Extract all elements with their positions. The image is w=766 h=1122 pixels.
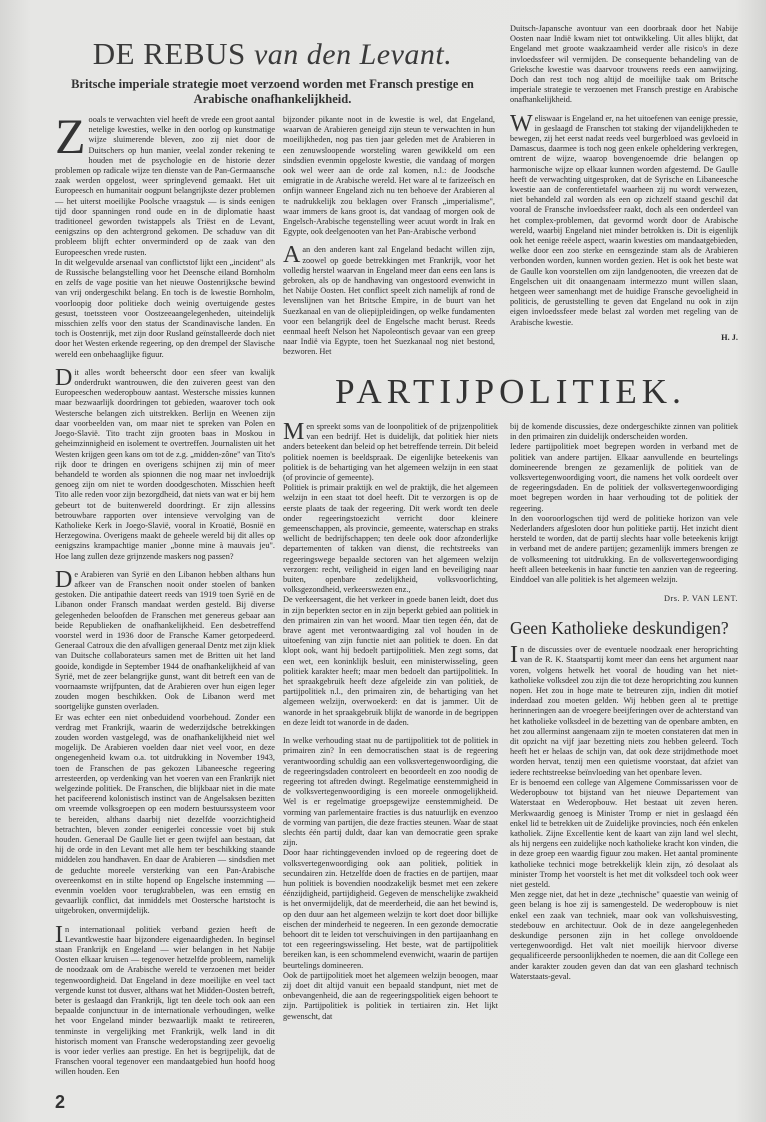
signature-hj: H. J. [721,332,738,342]
paragraph: Men zegge niet, dat het in deze „technische" quaestie van weinig of geen belang is hoe zij is samengesteld. De wederopbouw is niet enkel een zaak van techniek, maar ook van volkshuisvesting, stedebouw en architectuur. Ook de in deze aangelegenheden deskundige personen zijn in het college onvoldoende vertegenwoordigd. Het valt niet moeilijk hiervoor diverse gequalificeerde persoonlijkheden te noemen, die aan dit College een ander karakter zouden geven dan dat van een glashard technisch Waterstaats-geval. [510,890,738,981]
paragraph: Weliswaar is Engeland er, na het uitoefenen van eenige pressie, in geslaagd de Franschen tot staking der vijandelijkheden te bewegen, zij het eerst nadat reeds veel burgerbloed was gevloeid in Damascus, daarmee is toch nog geen enkele opheldering verkregen, omtrent de wijze, waarop bovengenoemde drie belangen op harmonische wijze op elkaar kunnen worden afgestemd. De Gaulle heeft de verwachting uitgesproken, dat de Syrische en Libaneesche kwestie aan de conferentietafel waarheen zij nu wordt verwezen, niet behandeld zal worden als een op zichzelf staand geschil dat vooral de Fransche invloedssfeer raakt, doch als een onderdeel van het complex-problemen, dat gevormd wordt door de Arabische wereld, waarbij Engeland niet minder betrokken is. Dit is eigenlijk ook het eenige reëele aspect, waarin kwesties om mandaatgebieden, welke door een zoo sterke en eensgezinde stam als de Arabieren verbonden worden, kunnen worden gezien. Het is ook het beste wat de Gaulle kon voorstellen om zijn landgenooten, die vreezen dat de Engelschen uit dit onaangenaam intermezzo munt willen slaan, hetgeen weer samenhangt met de huidige Fransche gevoeligheid in politicis, de geruststelling te geven dat Engeland nu ook in zijn eigen invloedssfeer mede belast zal worden met regeling van de Arabische kwestie. [510,110,738,327]
column-middle-bottom [283,419,499,1022]
paragraph: In de discussies over de eventuele noodzaak ener heroprichting van de R. K. Staatspartij komt meer dan eens het argument naar voren, volgens hetwelk het vooral de houding van het niet-katholieke volksdeel zou zijn die tot deze heroprichting zou kunnen nopen. Het zou in hoge mate te betreuren zijn, indien dit motief inderdaad zou moeten gelden. Wij hebben geen al te prettige herinneringen aan de vroegere beeijferingen over de achterstand van het katholieke volksdeel in de bezetting van de openbare ambten, en het zou allerminst aangenaam zijn te moeten constateren dat men in dit opzicht na vijf jaar bezetting niets zou hebben geleerd. Toch heeft het er helaas de schijn van, dat ook deze strijdmethode moet worden hervat, tenzij men een quietisme voorstaat, dat afziet van iedere rechtstreekse beïnvloeding van het openbare leven. [510,642,738,777]
paragraph: In dit welgevulde arsenaal van conflictstof lijkt een „incident" als de Russische belangstelling voor het Deensche eiland Bornholm en zelfs de vage positie van het nieuwe Oostenrijksche bewind van vrij ondergeschikt belang. En toch is de kwestie Bornholm, voorloopig door politieke doch weinig overtuigende gestes gesust, toetssteen voor Oostzeeaangelegenheden, uiteindelijk misschien zelfs voor den status der Scandinavische landen. En toch is Oostenrijk, met zijn door Rusland geïnstalleerde doch niet door het Westen erkende regeering, op den drempel der Slavische wereld een onbehaaglijke figuur. [55,257,275,359]
column-left [55,108,276,1112]
signature-van-lent: Drs. P. VAN LENT. [664,594,738,604]
paragraph: bijzonder pikante noot in de kwestie is wel, dat Engeland, waarvan de Arabieren geneigd zijn steun te verwachten in hun moeilijkheden, nog pas tien jaar geleden met de Arabieren in een zenuwsloopende worsteling waren gewikkeld om een sindsdien evenmin opgeloste kwestie, die vandaag of morgen ook wel weer aan de orde zal komen, n.l.: de Joodsche emigratie in de Arabische wereld. Het ware al te farizeeïsch en onfijn wanneer Engeland zich nu ten behoeve der Arabieren al te nadrukkelijk zou beklagen over Fransch „imperialisme", waar immers de kans groot is, dat vandaag of morgen ook de Engelsch-Arabische tegenstelling weer acuut wordt in Irak en Egypte, ook deelgenooten van het Pan-Arabische verbond [283,115,495,237]
article-subtitle: Britsche imperiale strategie moet verzoend worden met Fransch prestige en Arabische onafhankelijkheid. [71,77,474,106]
paragraph: Politiek is primair praktijk en wel de praktijk, die het algemeen welzijn in een staat tot doel heeft. Dit te verzorgen is op de eerste plaats de taak der regeering. Dit werk wordt ten deele onder regeeringstoezicht verricht door kleinere gemeenschappen, als provincie, gemeente, waterschap en straks wellicht de bedrijfschappen; ten deele ook door afzonderlijke departementen of takken van dienst, die rechtstreeks van regeeringswege bepaalde sectoren van het algemeen welzijn verzorgen: recht, veiligheid in eigen land en beveiliging naar buiten, openbare zedelijkheid, volksvoorlichting, volksgezondheid, verkeerswezen enz., [283,483,498,595]
paragraph: Duitsch-Japansche avontuur van een doorbraak door het Nabije Oosten naar Indië kwam niet tot ontwikkeling. Uit alles blijkt, dat Engeland met groote waakzaamheid verder alle risico's in deze invloedssfeer wil vermijden. De consequente behandeling van de Grieksche kwestie was daarvoor trouwens reeds een aanwijzing. Doch dan rest toch nog altijd de moeilijke taak om Britsche imperiale strategie te verzoenen met Fransch prestige en Arabische onafhankelijkheid. [510,24,738,105]
article-title-partijpolitiek: PARTIJPOLITIEK. [335,372,686,411]
paragraph: Er is benoemd een college van Algemene Commissarissen voor de Wederopbouw tot bijstand van het nieuwe Departement van Waterstaat en Wederopbouw. Het bestaat uit zeven heren. Merkwaardig genoeg is Minister Tromp er niet in geslaagd één enkel lid te betrekken uit de Zuidelijke provincies, noch één enkelen katholiek. Zijne Excellentie kent de kaart van zijn land wel slecht, als hij nergens een zuidelijke noch katholieke kracht kon vinden, die in deze groep een waardig figuur zou maken. Het aantal prominente katholieke technici moge betrekkelijk klein zijn, zó desolaat als minister Tromp het voorstelt is het met dit volksdeel toch ook weer niet gesteld. [510,777,738,889]
article-title-katholieke: Geen Katholieke deskundigen? [510,618,729,639]
page-number: 2 [55,1091,66,1112]
paragraph: Door haar richtinggevenden invloed op de regeering doet de volksvertegenwoordiging ook aan politiek, politiek in secundairen zin. Hetzelfde doen de fracties en de partijen, maar hun politiek is bovendien noodzakelijk besmet met een zekere éénzijdigheid, partijdigheid. Gegeven de menschelijke zwakheid is het onvermijdelijk, dat de meerderheid, die aan het bewind is, op den duur aan het algemeen welzijn te kort doet door billijke eischen der minderheid te negeeren. In een gezonde democratie behoort dit te leiden tot verschuivingen in den partijaanhang en tot een regeeringswisseling. Het beste, wat de partijpolitiek bereiken kan, is een schommelend evenwicht, waarin de partijen beurtelings domineeren. [283,848,498,970]
paragraph: De verkeersagent, die het verkeer in goede banen leidt, doet dus in zijn beperkten sector en in zijn beperkt gebied aan politiek in den primairen zin van het woord. Maar tien tegen één, dat de brave agent met verontwaardiging zal vol houden in de uitoefening van zijn functie niet aan politiek te doen. En dat klopt ook, want hij bedoelt partijpolitiek. Men zegt soms, dat een wet, een koninklijk besluit, een ministerwisseling, geen politiek karakter heeft; maar men bedoelt dan partijpolitiek. In het spraakgebruik heeft deze afgeleide zin van politiek, de partijpolitiek n.l., den primairen zin, de behartiging van het algemeen welzijn, overwoekerd: en dat is jammer. Uit de wanorde in het spraakgebruik blijkt de wanorde in de begrippen en deze leidt tot wanorde in de daden. [283,595,498,727]
title-main: DE REBUS [92,36,246,71]
column-right-bottom [510,422,738,982]
paragraph: Zooals te verwachten viel heeft de vrede een groot aantal netelige kwesties, welke in den oorlog op kunstmatige wijze sluimerende bleven, zoo zij niet door de Duitschers op hun manier, veelal zonder rekening te houden met de psychologie en de historie dezer problemen op radicale wijze ten dienste van de Pan-Germaansche zaak werden opgelost, weer springlevend gemaakt. Het uit Europeesch en humanitair oogpunt belangrijkste dezer problemen — het uiterst moeilijke Poolsche vraagstuk — is sinds eenigen tijd door spanningen rond oude en in de diplomatie haast traditioneel geworden twistappels als Triëst en de Levant, eenigszins op den achtergrond gekomen. De schaduw van dit probleem blijft echter onverminderd op de zaak van den Europeeschen vrede rusten. [55,108,275,257]
partijpolitiek-region [283,360,738,1022]
title-script: van den Levant. [253,38,453,71]
paragraph: Men spreekt soms van de loonpolitiek of de prijzenpolitiek van een bedrijf. Het is duidelijk, dat politiek hier niets anders beteekent dan beleid op het betreffende terrein. Dit beleid politiek noemen is beeldspraak. De eigenlijke beteekenis van politiek is de behartiging van het algemeen welzijn in een staat (of provincie of gemeente). [283,419,499,483]
paragraph: Iedere partijpolitiek moet begrepen worden in verband met de politiek van andere partijen. Elkaar aanvullende en beurtelings domineerende brengen ze gezamenlijk de politiek van de volksvertegenwoordiging voort, die namens het volk oordeelt over de regeeringsdaden. En de politiek der volksvertegenwoordiging moet begrepen worden in haar verhouding tot de politiek der regeering. [510,442,738,513]
paragraph: In internationaal politiek verband gezien heeft de Levantkwestie haar bijzondere eigenaardigheden. In beginsel staan Frankrijk en Engeland — wier belangen in het Nabije Oosten elkaar kruisen — tegenover hetzelfde probleem, namelijk de noodzaak om de Arabische wereld te verzoenen met beider tegenwoordigheid. Dat Engeland in deze moeilijke en veel tact vergende kunst tot dusver, althans wat het Midden-Oosten betreft, beter is geslaagd dan Frankrijk, ligt ten deele toch ook aan een bepaalde conjunctuur in de internationale verhoudingen, welke het voor Engeland minder bezwaarlijk maakt te retireeren, tenminste in vergelijking met Frankrijk, welk land in dit historisch moment van Fransche wederopstanding zeer gevoelig is voor ieder verlies aan prestige. En het is begrijpelijk, dat de Franschen vooral tegenover een mandaatgebied hun hoofd hoog willen houden. Een [55,921,275,1077]
paragraph: De Arabieren van Syrië en den Libanon hebben althans hun afkeer van de Franschen nooit onder stoelen of banken gestoken. Die antipathie dateert reeds van 1919 toen Syrië en de Libanon onder Fransch mandaat werden gesteld. Bij diverse gelegenheden beloofden de Franschen met genereus gebaar aan beide Republieken de onafhankelijkheid. Een desbetreffend voorstel werd in 1936 door de Fransche Kamer getorpedeerd. Generaal Catroux die den afvalligen generaal Dentz met zijn kliek van Duitsche collaborateurs samen met de Britten uit het land gooide, kondigde in September 1944 de onafhankelijkheid af van Syrië, met de zeer belangrijke gunst, want dit betreft een van de voornaamste wrijfpunten, dat de Arabieren over hun eigen leger zouden mogen beschikken. Ook de Libanon werd met soortgelijke gunsten overladen. [55,566,276,712]
column-right-top [510,24,738,343]
paragraph: Dit alles wordt beheerscht door een sfeer van kwalijk onderdrukt wantrouwen, die den zuiveren geest van den Europeeschen wederopbouw aantast. Westersche missies kunnen maar bezwaarlijk doordringen tot gebieden, waarover toch ook Westersche belangen zich uitstrekken. Berlijn en Weenen zijn daar voorbeelden van, om maar niet te spreken van Polen en Joego-Slavië. Tito tracht zijn grooten baas in Moskou in geheimzinnigheid en isolement te overtreffen. Journalisten uit het Westen krijgen geen kans om tot de z.g. „midden-zône" van Tito's rijk door te dringen en overigens schijnen zij min of meer behandeld te worden als spionnen die nog maar net invloedrijk genoeg zijn om niet te worden doodgeschoten. Misschien heeft Tito alle reden voor zijn bezorgdheid, dat niets van wat er bij hem gebeurt tot de buitenwereld doordringt. Er zijn allessins betrouwbare rapporten over intensieve vervolging van de Katholieke Kerk in Joego-Slavië, vooral in Kroatië, Bosnië en Herzegowina. Overigens maakt de geheele wereld bij dit alles op eenigszins krampachtige manier „bonne mine à mauvais jeu". Hoe lang zullen deze grijnzende maskers nog passen? [55,364,275,561]
paragraph: Er was echter een niet onbeduidend voorbehoud. Zonder een verdrag met Frankrijk, waarin de wederzijdsche betrekkingen zouden worden vastgelegd, was de onafhankelijkheid niet wel mogelijk. De Arabieren voelden daar niet veel voor, en deze ongenegenheid kwam o.a. tot uitdrukking in November 1943, toen de Franschen de pas gekozen Libaneesche regeering arresteerden, op verdenking van het voeren van een Frankrijk niet welgezinde politiek. De Franschen, die blijkbaar niet in die mate het pacifeerend kolonistisch instinct van de Angelsaksen bezitten om vreemde volksgroepen op een modern bestuurssysteem voor te bereiden, althans daarbij niet dezelfde voorzichtigheid betrachten, bleven zonder eenigerlei concessie voet bij stuk houden. Generaal De Gaulle liet er geen twijfel aan bestaan, dat hij de orde in den Levant met alle hem ter beschikking staande middelen zou handhaven. En daar de Arabieren — sindsdien met de geduchte moreele versterking van een Pan-Arabische overeenkomst en in stilte hopend op Engelsche instemming — evenmin voelden voor terugkrabbelen, was een ernstig en gevaarlijk conflict, dat inmiddels met Oostersche hartstocht is uitgebroken, onvermijdelijk. [55,712,275,916]
paragraph: Aan den anderen kant zal Engeland bedacht willen zijn, zoowel op goede betrekkingen met Frankrijk, voor het volledig herstel waarvan in Engeland meer dan eens een lans is gebroken, als op de handhaving van ongestoord evenwicht in het Nabije Oosten. Het conflict speelt zich namelijk af rond de levenslijnen van het Britsche Empire, in de buurt van het Suezkanaal en van de oliepijpleidingen, op welke fundamenten voor een belangrijk deel de Engelsche macht berust. Reeds eenmaal heeft Nelson het Napoleontisch gevaar van een greep naar Indië via Egypte, toen het Suezkanaal nog niet bestond, bezworen. Het [283,242,495,357]
right-region [283,24,738,343]
paragraph: Ook de partijpolitiek moet het algemeen welzijn beoogen, maar zij doet dit altijd vanuit een bepaald standpunt, niet met de onbevangenheid, die aan de regeeringspolitiek eigen behoort te zijn. Partijpolitiek is politiek in tertiairen zin. Het lijkt gewenscht, dat [283,970,498,1021]
paragraph: bij de komende discussies, deze ondergeschikte zinnen van politiek in den primairen zin duidelijk onderscheiden worden. [510,422,738,442]
paragraph: In welke verhouding staat nu de partijpolitiek tot de politiek in primairen zin? In een democratischen staat is de regeering verantwoording schuldig aan een volksvertegenwoordiging, die de regeeringsdaden controleert en beoordeelt en zoo noodig de regeering tot aftreden dwingt. Regelmatige eenstemmigheid in de volksvertegenwoordiging is een moreele onmogelijkheid. Wel is er regelmatige groepsgewijze eenstemmigheid. De vorming van parlementaire fracties is dus natuurlijk en evenzoo de vorming van partijen, die deze fracties steunen. Waar de staat slechts één partij duldt, daar kan van democratie geen sprake zijn. [283,736,498,848]
paragraph: In den vooroorlogschen tijd werd de politieke horizon van vele Nederlanders afgesloten door hun politieke partij. Het inzicht dient hersteld te worden, dat de partij slechts haar volle beteekenis krijgt in verband met de andere partijen; gezamenlijk immers brengen ze de volksmeening tot uitdrukking. En de volksvertegenwoordiging heeft alleen beteekenis in haar functie ten aanzien van de regeering. Einddoel van alle politiek is het algemeen welzijn. [510,513,738,585]
